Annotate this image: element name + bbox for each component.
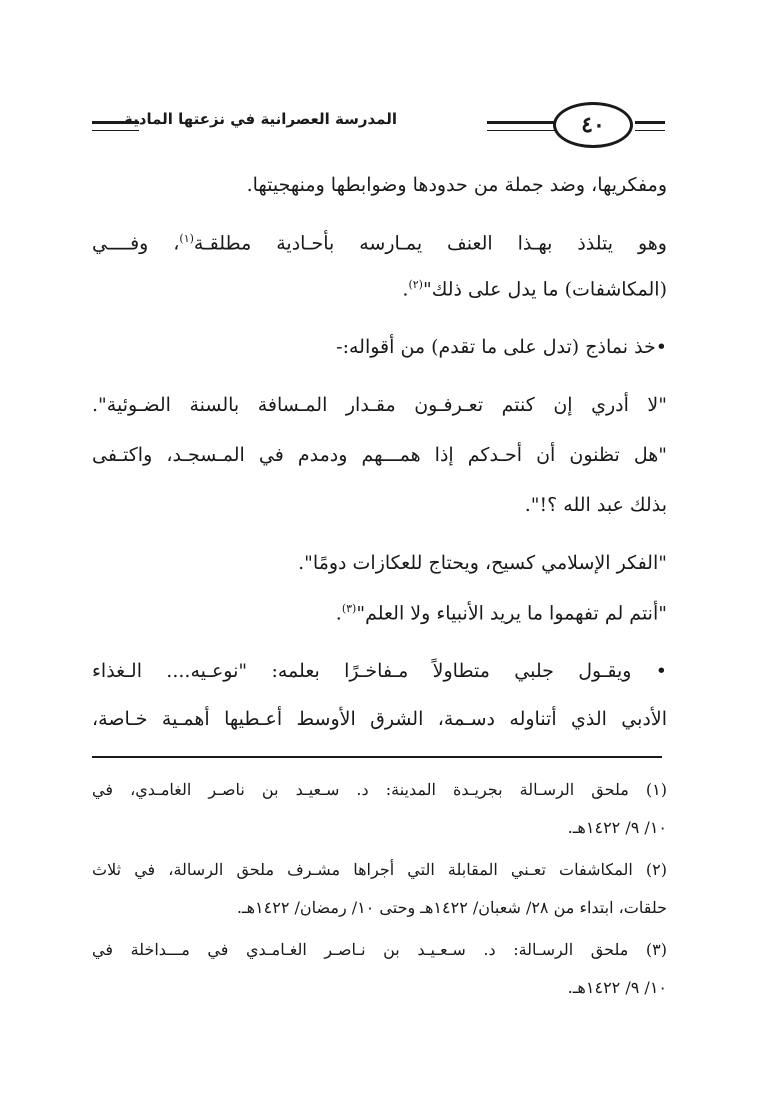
text-span: "أنتم لم تفهموا ما يريد الأنبياء ولا العلم" xyxy=(356,602,667,625)
footnote-line: ١٠/ ٩/ ١٤٢٢هـ. xyxy=(567,978,667,997)
text-span: . xyxy=(335,602,342,625)
page-header xyxy=(92,96,667,158)
text-span: ، وفــــي xyxy=(92,232,180,255)
footnote-ref: (١) xyxy=(179,232,194,245)
footnote-divider xyxy=(92,756,662,758)
footnote-ref: (٣) xyxy=(341,602,357,615)
text-line: •خذ نماذج (تدل على ما تقدم) من أقواله:- xyxy=(336,336,667,358)
text-line: • ويقـول جلبي متطاولاً مـفاخـرًا بعلمه: "نوعـيه.... الـغذاء xyxy=(92,660,667,682)
running-title: المدرسة العصرانية في نزعتها المادية xyxy=(124,110,397,128)
footnote-line: حلقات، ابتداء من ٢٨/ شعبان/ ١٤٢٢هـ وحتى ١٠/ رمضان/ ١٤٢٢هـ. xyxy=(236,898,667,917)
text-line xyxy=(402,278,667,300)
page-number: ٤٠ xyxy=(553,102,633,148)
text-span: وهو يتلذذ بهـذا العنف يمـارسه بأحـادية مطلقـة xyxy=(193,232,667,255)
footnote-line: ١٠/ ٩/ ١٤٢٢هـ. xyxy=(567,818,667,837)
text-span: . xyxy=(402,278,409,301)
header-rule-middle xyxy=(487,121,555,131)
quote-line xyxy=(336,602,667,624)
footnote-line: (٣) ملحق الرسـالة: د. سـعـيـد بن نـاصـر الغـامـدي في مـــداخلة في xyxy=(92,940,667,959)
text-line: ومفكريها، وضد جملة من حدودها وضوابطها ومنهجيتها. xyxy=(246,174,667,196)
quote-line: "هل تظنون أن أحـدكم إذا همـــهم ودمدم في المـسجـد، واكتـفى xyxy=(92,444,667,466)
header-rule-right xyxy=(635,121,665,131)
text-line: الأدبي الذي أتناوله دسـمة، الشرق الأوسط أعـطيها أهمـية خـاصة، xyxy=(92,708,667,730)
footnote-line: (٢) المكاشفات تعـني المقابلة التي أجراها مشـرف ملحق الرسالة، في ثلاث xyxy=(92,860,667,879)
quote-line: بذلك عبد الله ؟!". xyxy=(524,494,667,516)
quote-line: "لا أدري إن كنتم تعـرفـون مقـدار المـسافة بالسنة الضـوئية". xyxy=(92,394,667,416)
text-line xyxy=(92,232,667,254)
quote-line: "الفكر الإسلامي كسيح، ويحتاج للعكازات دومًا". xyxy=(298,552,667,574)
text-span: (المكاشفات) ما يدل على ذلك" xyxy=(422,278,667,301)
footnote-line: (١) ملحق الرسـالة بجريـدة المدينة: د. سـعيـد بن ناصـر الغامـدي، في xyxy=(92,780,667,799)
footnote-ref: (٢) xyxy=(408,278,423,291)
